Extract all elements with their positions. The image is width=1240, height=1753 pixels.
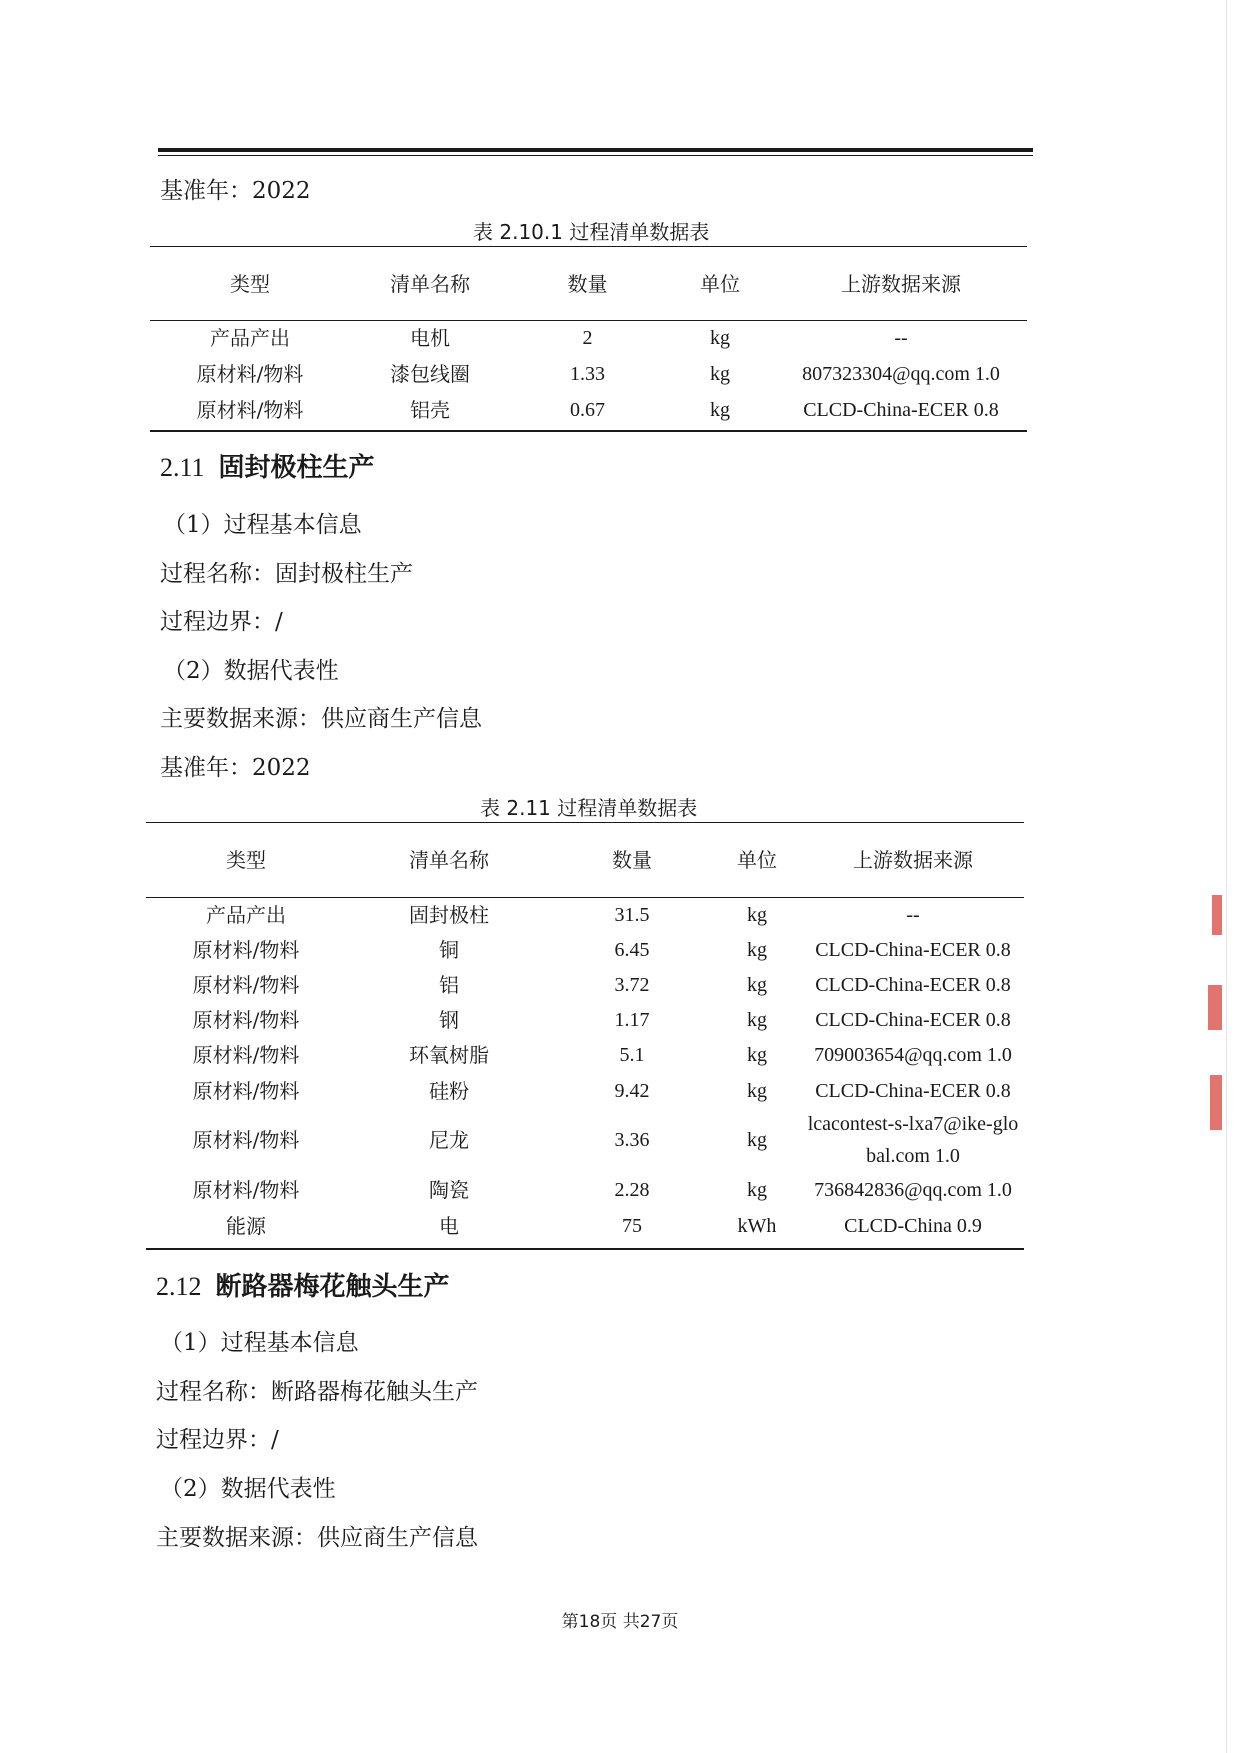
table-row (146, 1073, 1024, 1108)
seal-fragment (1210, 1075, 1222, 1130)
table-2-11-caption: 表 2.11 过程清单数据表 (480, 796, 698, 820)
cell-type: 原材料/物料 (192, 1043, 300, 1067)
table-row (146, 1037, 1024, 1073)
table-row (146, 1002, 1024, 1037)
cell-unit: kg (710, 363, 730, 385)
cell-upstream-source: 736842836@qq.com 1.0 (814, 1179, 1012, 1201)
cell-quantity: 3.36 (614, 1129, 650, 1151)
column-header-upstream-source: 上游数据来源 (853, 848, 973, 872)
seal-fragment (1212, 895, 1222, 935)
cell-item-name: 铝壳 (410, 398, 450, 422)
table-row (146, 1108, 1024, 1172)
cell-item-name: 硅粉 (429, 1078, 469, 1103)
cell-item-name: 钢 (439, 1007, 459, 1032)
cell-quantity: 9.42 (614, 1079, 650, 1102)
header-rule-thick (158, 148, 1033, 152)
cell-upstream-source: CLCD-China-ECER 0.8 (803, 399, 999, 421)
cell-type: 原材料/物料 (196, 362, 304, 386)
column-header-unit: 单位 (700, 271, 740, 296)
table-2-11-bottom-border (146, 1248, 1024, 1250)
section-heading-2-11 (160, 455, 375, 481)
representativeness-heading-2-12: （2）数据代表性 (160, 1476, 336, 1502)
table-2-10-1 (150, 247, 1027, 428)
cell-upstream-source: -- (906, 903, 920, 926)
table-row (146, 932, 1024, 967)
section-number: 2.12 (156, 1272, 202, 1301)
basic-info-heading-2-11: （1）过程基本信息 (163, 512, 362, 538)
cell-type: 原材料/物料 (192, 1178, 300, 1202)
cell-upstream-source: 709003654@qq.com 1.0 (814, 1044, 1012, 1066)
cell-upstream-source: CLCD-China 0.9 (844, 1215, 982, 1237)
column-header-upstream-source: 上游数据来源 (841, 271, 961, 296)
table-2-10-1-caption: 表 2.10.1 过程清单数据表 (473, 220, 710, 244)
cell-quantity: 3.72 (614, 973, 650, 996)
cell-upstream-source: CLCD-China-ECER 0.8 (815, 1079, 1011, 1102)
cell-quantity: 31.5 (614, 903, 650, 926)
cell-type: 产品产出 (206, 902, 286, 927)
cell-quantity: 0.67 (570, 399, 605, 421)
cell-item-name: 电 (439, 1214, 459, 1238)
cell-unit: kg (710, 399, 730, 421)
cell-quantity: 1.33 (570, 363, 605, 385)
base-year-2-11: 基准年：2022 (160, 755, 311, 781)
column-header-item-name: 清单名称 (390, 271, 470, 296)
table-row (150, 356, 1027, 392)
main-source-2-12: 主要数据来源：供应商生产信息 (156, 1525, 478, 1551)
cell-unit: kg (710, 327, 730, 349)
cell-type: 产品产出 (210, 326, 290, 350)
column-header-type: 类型 (226, 848, 266, 872)
page-edge (1226, 0, 1227, 1753)
cell-unit: kg (747, 903, 767, 926)
cell-quantity: 1.17 (614, 1008, 650, 1031)
cell-upstream-source: -- (894, 327, 908, 349)
cell-unit: kg (747, 973, 767, 996)
page-number: 第18页 共27页 (561, 1612, 679, 1632)
table-2-10-1-bottom-border (150, 430, 1027, 432)
cell-upstream-source: lcacontest-s-lxa7@ike-global.com 1.0 (807, 1113, 1019, 1167)
process-boundary-2-11: 过程边界：/ (160, 609, 283, 635)
section-title: 断路器梅花触头生产 (215, 1272, 450, 1302)
table-row (146, 1208, 1024, 1244)
representativeness-heading-2-11: （2）数据代表性 (163, 658, 339, 684)
column-header-quantity: 数量 (567, 271, 608, 296)
cell-upstream-source: CLCD-China-ECER 0.8 (815, 973, 1011, 996)
base-year-2-10: 基准年：2022 (160, 178, 311, 204)
cell-upstream-source: CLCD-China-ECER 0.8 (815, 1008, 1011, 1031)
cell-item-name: 尼龙 (429, 1128, 469, 1152)
section-heading-2-12 (156, 1274, 450, 1300)
cell-quantity: 2.28 (614, 1179, 650, 1201)
basic-info-heading-2-12: （1）过程基本信息 (160, 1330, 359, 1356)
table-row (146, 1172, 1024, 1208)
cell-item-name: 环氧树脂 (409, 1043, 489, 1067)
process-boundary-2-12: 过程边界：/ (156, 1427, 279, 1453)
cell-item-name: 漆包线圈 (390, 362, 470, 386)
cell-unit: kg (747, 1129, 767, 1151)
seal-fragment (1208, 985, 1222, 1030)
section-number: 2.11 (160, 453, 205, 482)
main-source-2-11: 主要数据来源：供应商生产信息 (160, 706, 482, 732)
table-row (146, 897, 1024, 932)
cell-item-name: 固封极柱 (409, 902, 489, 927)
cell-unit: kg (747, 1179, 767, 1201)
cell-item-name: 电机 (410, 326, 450, 350)
table-2-11 (146, 823, 1024, 1244)
cell-unit: kg (747, 1008, 767, 1031)
cell-quantity: 75 (622, 1215, 642, 1237)
cell-quantity: 2 (582, 327, 593, 349)
cell-unit: kWh (737, 1215, 777, 1237)
table-row (150, 320, 1027, 356)
cell-quantity: 5.1 (619, 1044, 645, 1066)
cell-upstream-source: 807323304@qq.com 1.0 (802, 363, 1000, 385)
cell-upstream-source: CLCD-China-ECER 0.8 (815, 938, 1011, 961)
cell-unit: kg (747, 1044, 767, 1066)
cell-type: 原材料/物料 (192, 1078, 300, 1103)
header-rule-thin (158, 155, 1033, 156)
column-header-quantity: 数量 (612, 848, 652, 872)
process-name-2-11: 过程名称：固封极柱生产 (160, 561, 413, 587)
cell-item-name: 铝 (439, 972, 459, 997)
column-header-type: 类型 (230, 271, 270, 296)
cell-type: 原材料/物料 (196, 398, 304, 422)
table-row (146, 967, 1024, 1002)
cell-type: 原材料/物料 (192, 1007, 300, 1032)
cell-type: 原材料/物料 (192, 1128, 300, 1152)
table-row (150, 392, 1027, 428)
cell-type: 能源 (226, 1214, 266, 1238)
section-title: 固封极柱生产 (218, 453, 375, 483)
column-header-unit: 单位 (737, 848, 777, 872)
cell-type: 原材料/物料 (192, 972, 300, 997)
cell-unit: kg (747, 1079, 767, 1102)
cell-item-name: 铜 (439, 937, 459, 962)
cell-quantity: 6.45 (614, 938, 650, 961)
cell-item-name: 陶瓷 (429, 1178, 469, 1202)
cell-unit: kg (747, 938, 767, 961)
cell-type: 原材料/物料 (192, 937, 300, 962)
column-header-item-name: 清单名称 (409, 848, 489, 872)
process-name-2-12: 过程名称：断路器梅花触头生产 (156, 1379, 478, 1405)
